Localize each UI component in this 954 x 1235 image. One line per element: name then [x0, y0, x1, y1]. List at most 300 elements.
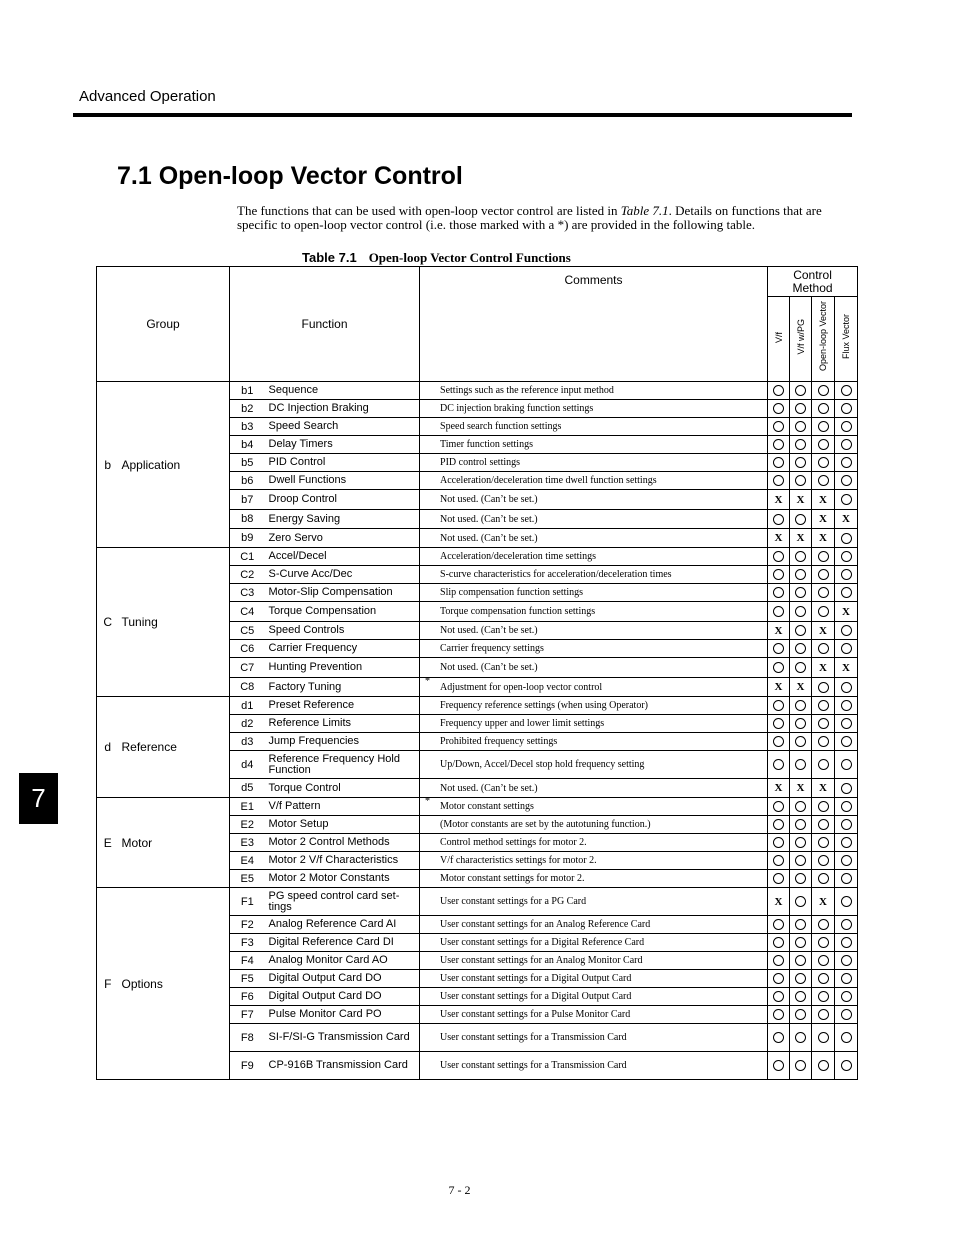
supported-cell	[835, 852, 858, 870]
circle-icon	[795, 919, 806, 930]
function-name: Carrier Frequency	[265, 640, 420, 658]
circle-icon	[773, 937, 784, 948]
function-name: Torque Compensation	[265, 602, 420, 622]
supported-cell	[790, 454, 812, 472]
circle-icon	[795, 1009, 806, 1020]
not-supported-mark: X	[812, 490, 835, 510]
circle-icon	[795, 991, 806, 1002]
not-supported-mark: X	[812, 658, 835, 678]
function-name: SI-F/SI-G Transmission Card	[265, 1024, 420, 1052]
function-name: Digital Output Card DO	[265, 988, 420, 1006]
supported-cell	[790, 952, 812, 970]
circle-icon	[795, 700, 806, 711]
circle-icon	[818, 801, 829, 812]
supported-cell	[835, 490, 858, 510]
supported-cell	[812, 1024, 835, 1052]
circle-icon	[795, 855, 806, 866]
comment-text: User constant settings for an Analog Monitor Card	[440, 955, 643, 966]
supported-cell	[835, 472, 858, 490]
function-comment	[420, 640, 768, 658]
function-name: Speed Search	[265, 418, 420, 436]
circle-icon	[773, 421, 784, 432]
circle-icon	[818, 736, 829, 747]
circle-icon	[841, 457, 852, 468]
group-letter: E	[97, 798, 119, 888]
asterisk-marker: *	[425, 796, 431, 807]
circle-icon	[773, 662, 784, 673]
comment-text: Timer function settings	[440, 439, 533, 450]
supported-cell	[835, 697, 858, 715]
supported-cell	[812, 834, 835, 852]
comment-text: Not used. (Can’t be set.)	[440, 532, 538, 544]
circle-icon	[841, 955, 852, 966]
circle-icon	[841, 1009, 852, 1020]
supported-cell	[835, 816, 858, 834]
table-caption	[302, 250, 571, 266]
supported-cell	[768, 510, 790, 529]
not-supported-mark: X	[790, 529, 812, 548]
intro-text-a: The functions that can be used with open-loop vector control are listed in	[237, 203, 621, 218]
function-name: Preset Reference	[265, 697, 420, 715]
circle-icon	[795, 801, 806, 812]
function-code: d3	[230, 733, 265, 751]
method-header-vf-pg	[790, 297, 812, 382]
function-name: PID Control	[265, 454, 420, 472]
function-name: Motor-Slip Compensation	[265, 584, 420, 602]
circle-icon	[841, 625, 852, 636]
circle-icon	[795, 457, 806, 468]
function-code: F9	[230, 1052, 265, 1080]
supported-cell	[768, 1006, 790, 1024]
function-code: C2	[230, 566, 265, 584]
function-name: Sequence	[265, 382, 420, 400]
method-label-vf-pg: V/f w/PG	[795, 318, 806, 355]
method-header-flux-vector	[835, 297, 858, 382]
supported-cell	[812, 697, 835, 715]
function-name: Hunting Prevention	[265, 658, 420, 678]
circle-icon	[841, 819, 852, 830]
supported-cell	[768, 715, 790, 733]
group-name: Tuning	[119, 548, 230, 697]
circle-icon	[841, 385, 852, 396]
function-name: Torque Control	[265, 779, 420, 798]
supported-cell	[768, 418, 790, 436]
supported-cell	[790, 584, 812, 602]
function-comment	[420, 490, 768, 510]
supported-cell	[812, 798, 835, 816]
supported-cell	[790, 400, 812, 418]
circle-icon	[795, 759, 806, 770]
circle-icon	[795, 421, 806, 432]
circle-icon	[818, 1032, 829, 1043]
comment-text: Speed search function settings	[440, 421, 562, 432]
function-comment	[420, 1024, 768, 1052]
supported-cell	[790, 658, 812, 678]
function-code: F3	[230, 934, 265, 952]
function-code: F7	[230, 1006, 265, 1024]
supported-cell	[790, 970, 812, 988]
function-name: Motor 2 V/f Characteristics	[265, 852, 420, 870]
circle-icon	[773, 1009, 784, 1020]
not-supported-mark: X	[812, 779, 835, 798]
supported-cell	[790, 715, 812, 733]
not-supported-mark: X	[790, 678, 812, 697]
supported-cell	[835, 566, 858, 584]
supported-cell	[768, 870, 790, 888]
function-comment	[420, 733, 768, 751]
supported-cell	[768, 602, 790, 622]
supported-cell	[812, 952, 835, 970]
circle-icon	[795, 873, 806, 884]
header-row	[97, 267, 858, 297]
circle-icon	[795, 514, 806, 525]
comment-text: V/f characteristics settings for motor 2.	[440, 855, 597, 866]
function-code: b6	[230, 472, 265, 490]
circle-icon	[795, 973, 806, 984]
circle-icon	[773, 1032, 784, 1043]
table-row	[97, 798, 858, 816]
method-header-vf	[768, 297, 790, 382]
supported-cell	[835, 934, 858, 952]
function-code: C1	[230, 548, 265, 566]
function-comment	[420, 934, 768, 952]
function-comment	[420, 454, 768, 472]
supported-cell	[768, 733, 790, 751]
function-comment	[420, 436, 768, 454]
supported-cell	[790, 934, 812, 952]
circle-icon	[795, 475, 806, 486]
supported-cell	[812, 1052, 835, 1080]
supported-cell	[768, 697, 790, 715]
function-name: Motor 2 Motor Constants	[265, 870, 420, 888]
function-name: Droop Control	[265, 490, 420, 510]
comment-text: User constant settings for a Pulse Monitor Card	[440, 1009, 631, 1020]
circle-icon	[841, 937, 852, 948]
function-comment	[420, 566, 768, 584]
circle-icon	[818, 1060, 829, 1071]
function-code: b5	[230, 454, 265, 472]
circle-icon	[773, 385, 784, 396]
comments-header: Comments	[420, 267, 768, 382]
intro-table-ref: Table 7.1	[620, 203, 669, 218]
supported-cell	[768, 566, 790, 584]
function-name: Analog Monitor Card AO	[265, 952, 420, 970]
circle-icon	[773, 606, 784, 617]
comment-text: User constant settings for a Transmission Card	[440, 1060, 627, 1071]
function-comment	[420, 622, 768, 640]
circle-icon	[795, 662, 806, 673]
supported-cell	[790, 798, 812, 816]
function-code: b9	[230, 529, 265, 548]
function-name: Dwell Functions	[265, 472, 420, 490]
function-comment	[420, 779, 768, 798]
comment-text: User constant settings for a PG Card	[440, 896, 587, 907]
function-comment	[420, 952, 768, 970]
supported-cell	[835, 1006, 858, 1024]
function-code: d1	[230, 697, 265, 715]
supported-cell	[768, 934, 790, 952]
circle-icon	[818, 937, 829, 948]
function-code: b4	[230, 436, 265, 454]
function-comment	[420, 988, 768, 1006]
supported-cell	[812, 934, 835, 952]
function-code: F4	[230, 952, 265, 970]
not-supported-mark: X	[835, 602, 858, 622]
table-caption-label: Table 7.1	[302, 250, 357, 265]
not-supported-mark: X	[768, 888, 790, 916]
supported-cell	[790, 733, 812, 751]
supported-cell	[768, 400, 790, 418]
circle-icon	[773, 855, 784, 866]
circle-icon	[818, 700, 829, 711]
header-rule	[73, 113, 852, 117]
function-name: Reference Limits	[265, 715, 420, 733]
supported-cell	[835, 870, 858, 888]
supported-cell	[768, 454, 790, 472]
not-supported-mark: X	[835, 510, 858, 529]
supported-cell	[835, 1052, 858, 1080]
supported-cell	[812, 418, 835, 436]
supported-cell	[812, 454, 835, 472]
chapter-tab: 7	[19, 773, 58, 824]
circle-icon	[841, 475, 852, 486]
circle-icon	[773, 551, 784, 562]
function-comment	[420, 1052, 768, 1080]
circle-icon	[773, 439, 784, 450]
circle-icon	[841, 682, 852, 693]
supported-cell	[768, 988, 790, 1006]
function-name: Digital Output Card DO	[265, 970, 420, 988]
function-code: d4	[230, 751, 265, 779]
supported-cell	[835, 548, 858, 566]
supported-cell	[812, 816, 835, 834]
comment-text: User constant settings for a Transmission Card	[440, 1032, 627, 1043]
not-supported-mark: X	[812, 888, 835, 916]
circle-icon	[841, 533, 852, 544]
supported-cell	[768, 852, 790, 870]
comment-text: User constant settings for a Digital Reference Card	[440, 937, 645, 948]
supported-cell	[790, 1024, 812, 1052]
function-comment	[420, 751, 768, 779]
supported-cell	[835, 952, 858, 970]
circle-icon	[773, 569, 784, 580]
comment-text: Frequency upper and lower limit settings	[440, 718, 605, 729]
circle-icon	[818, 569, 829, 580]
function-comment	[420, 916, 768, 934]
not-supported-mark: X	[768, 779, 790, 798]
function-code: E1	[230, 798, 265, 816]
not-supported-mark: X	[768, 678, 790, 697]
intro-paragraph	[237, 204, 862, 232]
circle-icon	[818, 475, 829, 486]
comment-text: Slip compensation function settings	[440, 587, 584, 598]
comment-text: (Motor constants are set by the autotuning function.)	[440, 819, 651, 830]
supported-cell	[835, 382, 858, 400]
circle-icon	[841, 421, 852, 432]
supported-cell	[812, 970, 835, 988]
page-number: 7 - 2	[448, 1183, 471, 1197]
comment-text: Not used. (Can’t be set.)	[440, 625, 538, 636]
supported-cell	[768, 970, 790, 988]
function-code: C4	[230, 602, 265, 622]
function-comment	[420, 888, 768, 916]
group-name: Reference	[119, 697, 230, 798]
section-heading: 7.1 Open-loop Vector Control	[117, 162, 463, 190]
comment-text: DC injection braking function settings	[440, 403, 594, 414]
circle-icon	[841, 837, 852, 848]
method-header-open-loop-vector	[812, 297, 835, 382]
supported-cell	[768, 1024, 790, 1052]
function-code: E2	[230, 816, 265, 834]
supported-cell	[768, 658, 790, 678]
supported-cell	[768, 472, 790, 490]
supported-cell	[768, 382, 790, 400]
group-letter: C	[97, 548, 119, 697]
circle-icon	[773, 991, 784, 1002]
supported-cell	[812, 870, 835, 888]
function-code: F5	[230, 970, 265, 988]
circle-icon	[818, 819, 829, 830]
supported-cell	[768, 1052, 790, 1080]
circle-icon	[841, 718, 852, 729]
supported-cell	[790, 602, 812, 622]
function-code: E5	[230, 870, 265, 888]
function-code: F6	[230, 988, 265, 1006]
supported-cell	[790, 697, 812, 715]
circle-icon	[841, 736, 852, 747]
supported-cell	[812, 640, 835, 658]
function-name: Delay Timers	[265, 436, 420, 454]
circle-icon	[818, 385, 829, 396]
control-method-line1: Control	[793, 267, 832, 282]
circle-icon	[841, 700, 852, 711]
supported-cell	[790, 888, 812, 916]
circle-icon	[773, 801, 784, 812]
function-code: b8	[230, 510, 265, 529]
functions-table-body	[97, 267, 858, 1080]
supported-cell	[790, 916, 812, 934]
function-comment	[420, 1006, 768, 1024]
supported-cell	[812, 548, 835, 566]
supported-cell	[790, 834, 812, 852]
supported-cell	[835, 970, 858, 988]
method-label-vf: V/f	[773, 331, 784, 343]
circle-icon	[818, 955, 829, 966]
function-comment	[420, 529, 768, 548]
function-header: Function	[230, 267, 420, 382]
circle-icon	[773, 1060, 784, 1071]
comment-text: Not used. (Can’t be set.)	[440, 494, 538, 505]
circle-icon	[773, 718, 784, 729]
not-supported-mark: X	[768, 622, 790, 640]
circle-icon	[773, 973, 784, 984]
supported-cell	[812, 678, 835, 697]
function-comment	[420, 870, 768, 888]
comment-text: Motor constant settings	[440, 801, 534, 812]
circle-icon	[773, 457, 784, 468]
circle-icon	[841, 643, 852, 654]
circle-icon	[773, 643, 784, 654]
circle-icon	[795, 736, 806, 747]
supported-cell	[768, 916, 790, 934]
function-name: Speed Controls	[265, 622, 420, 640]
comment-text: User constant settings for a Digital Output Card	[440, 973, 632, 984]
supported-cell	[835, 888, 858, 916]
supported-cell	[790, 988, 812, 1006]
circle-icon	[841, 494, 852, 505]
circle-icon	[841, 759, 852, 770]
supported-cell	[835, 400, 858, 418]
circle-icon	[841, 551, 852, 562]
function-comment	[420, 697, 768, 715]
group-letter: b	[97, 382, 119, 548]
supported-cell	[835, 436, 858, 454]
circle-icon	[795, 718, 806, 729]
circle-icon	[841, 569, 852, 580]
supported-cell	[812, 472, 835, 490]
circle-icon	[841, 896, 852, 907]
method-label-flux-vector: Flux Vector	[841, 313, 852, 360]
supported-cell	[790, 622, 812, 640]
supported-cell	[812, 916, 835, 934]
supported-cell	[835, 1024, 858, 1052]
function-comment	[420, 678, 768, 697]
circle-icon	[818, 1009, 829, 1020]
supported-cell	[768, 952, 790, 970]
function-name: Factory Tuning	[265, 678, 420, 697]
not-supported-mark: X	[790, 490, 812, 510]
function-code: C6	[230, 640, 265, 658]
function-name: Zero Servo	[265, 529, 420, 548]
method-label-open-loop-vector: Open-loop Vector	[818, 301, 829, 372]
functions-table	[96, 266, 858, 1080]
circle-icon	[795, 625, 806, 636]
comment-text: User constant settings for an Analog Reference Card	[440, 919, 651, 930]
asterisk-marker: *	[425, 676, 431, 687]
function-comment	[420, 472, 768, 490]
function-comment	[420, 715, 768, 733]
supported-cell	[790, 852, 812, 870]
circle-icon	[773, 700, 784, 711]
circle-icon	[841, 855, 852, 866]
circle-icon	[818, 973, 829, 984]
function-comment	[420, 834, 768, 852]
control-method-header	[768, 267, 858, 297]
circle-icon	[795, 896, 806, 907]
circle-icon	[841, 1060, 852, 1071]
supported-cell	[790, 510, 812, 529]
circle-icon	[773, 475, 784, 486]
supported-cell	[790, 751, 812, 779]
circle-icon	[818, 587, 829, 598]
supported-cell	[812, 602, 835, 622]
circle-icon	[795, 606, 806, 617]
supported-cell	[835, 779, 858, 798]
function-comment	[420, 816, 768, 834]
circle-icon	[841, 587, 852, 598]
circle-icon	[773, 403, 784, 414]
supported-cell	[835, 751, 858, 779]
comment-text: User constant settings for a Digital Output Card	[440, 991, 632, 1002]
table-row	[97, 382, 858, 400]
function-name: Jump Frequencies	[265, 733, 420, 751]
circle-icon	[795, 819, 806, 830]
circle-icon	[818, 718, 829, 729]
intro-text-b: . Details on functions that are specific to open-loop vector control (i.e. those marked with a *) are provided in the following table.	[237, 203, 822, 232]
comment-text: PID control settings	[440, 457, 521, 468]
circle-icon	[795, 837, 806, 848]
function-code: F8	[230, 1024, 265, 1052]
